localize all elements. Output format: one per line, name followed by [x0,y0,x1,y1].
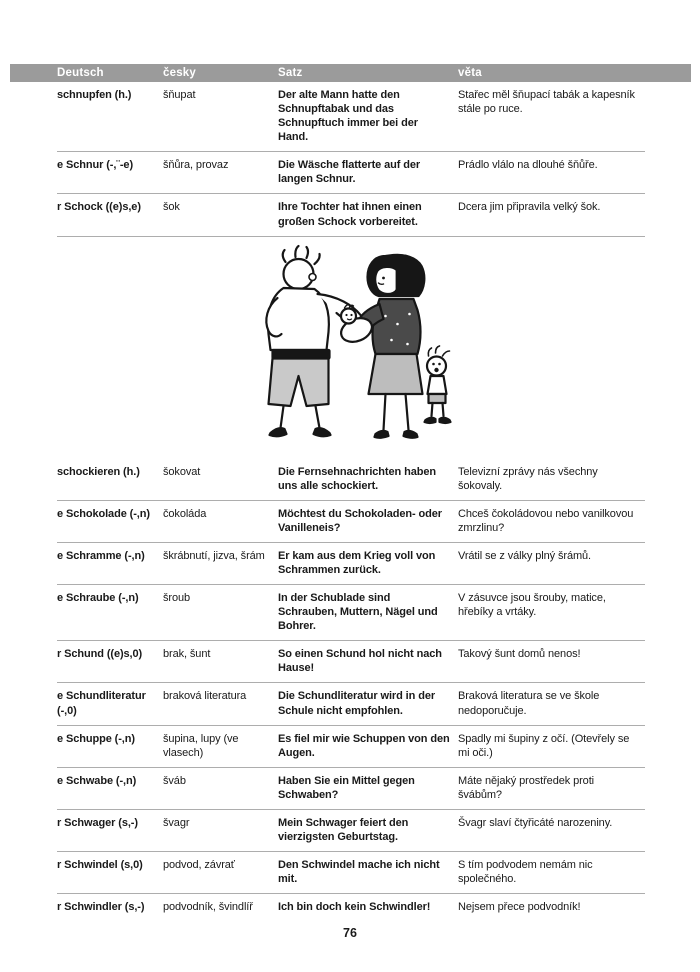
cell-satz: Den Schwindel mache ich nicht mit. [278,859,440,886]
cell-veta: Máte nějaký prostředek proti švábům? [458,774,594,801]
cell-satz: Die Fernsehnachrichten haben uns alle schockiert. [278,465,436,492]
table-row [57,852,645,894]
cell-satz: Die Schundliteratur wird in der Schule nicht empfohlen. [278,690,436,717]
cell-satz: Mein Schwager feiert den vierzigsten Geburtstag. [278,816,409,844]
illustration-shock-cartoon [0,237,700,459]
table-header-bar [10,64,691,82]
cell-cesky: šváb [163,774,186,787]
cell-cesky: švagr [163,816,190,829]
column-header-veta: věta [458,67,482,79]
cell-cesky: čokoláda [163,507,207,520]
table-row [57,683,645,725]
cell-satz: Die Wäsche flatterte auf der langen Schnur. [278,159,421,186]
cell-satz: Möchtest du Schokoladen- oder Vanilleneis? [278,507,442,534]
cell-satz: Ich bin doch kein Schwindler! [278,901,431,914]
cell-satz: In der Schublade sind Schrauben, Muttern, Nägel und Bohrer. [278,592,438,633]
cell-veta: Braková literatura se ve škole nedoporučuje. [458,690,600,717]
cell-cesky: brak, šunt [163,648,211,661]
cell-deutsch: r Schwager (s,-) [57,816,138,829]
cell-deutsch: r Schwindler (s,-) [57,901,145,914]
cell-deutsch: e Schuppe (-,n) [57,732,135,745]
cell-cesky: šupina, lupy (ve vlasech) [163,732,239,759]
cell-deutsch: r Schwindel (s,0) [57,859,143,872]
cell-satz: Haben Sie ein Mittel gegen Schwaben? [278,774,415,801]
cell-deutsch: e Schnur (-,¨-e) [57,159,134,172]
table-row [57,82,645,152]
cell-deutsch: schockieren (h.) [57,465,140,478]
cell-veta: Spadly mi šupiny z očí. (Otevřely se mi oči.) [458,732,630,759]
cell-veta: Stařec měl šňupací tabák a kapesník stále po ruce. [458,89,635,116]
cell-satz: Er kam aus dem Krieg voll von Schrammen zurück. [278,549,436,577]
cell-veta: Nejsem přece podvodník! [458,901,581,914]
cell-cesky: šokovat [163,465,201,478]
cell-deutsch: e Schwabe (-,n) [57,774,137,787]
table-row [57,501,645,543]
table-row [57,194,645,236]
table-row [57,459,645,501]
table-row [57,810,645,852]
cell-veta: Chceš čokoládovou nebo vanilkovou zmrzlinu? [458,507,634,534]
cell-satz: Es fiel mir wie Schuppen von den Augen. [278,732,450,759]
column-header-deutsch: Deutsch [57,67,104,79]
page-number: 76 [343,926,357,940]
cell-cesky: podvod, závrať [163,859,235,872]
table-row [57,768,645,810]
vocab-table-top [57,82,645,237]
cell-deutsch: r Schock ((e)s,e) [57,201,141,214]
cell-cesky: braková literatura [163,690,247,703]
cell-cesky: šok [163,201,180,214]
cell-cesky: škrábnutí, jizva, šrám [163,549,265,562]
cell-veta: Televizní zprávy nás všechny šokovaly. [458,465,598,492]
cell-veta: Švagr slaví čtyřicáté narozeniny. [458,816,613,829]
cell-deutsch: e Schramme (-,n) [57,549,145,562]
table-row [57,152,645,194]
table-row [57,543,645,585]
cell-veta: S tím podvodem nemám nic společného. [458,859,593,886]
cell-deutsch: e Schokolade (-,n) [57,507,150,520]
cell-satz: So einen Schund hol nicht nach Hause! [278,648,442,675]
table-row [57,894,645,921]
cell-veta: Takový šunt domů nenos! [458,648,581,661]
cell-deutsch: e Schundliteratur (-,0) [57,690,146,717]
cell-veta: Dcera jim připravila velký šok. [458,201,601,214]
cell-satz: Der alte Mann hatte den Schnupftabak und das Schnupftuch immer bei der Hand. [278,89,418,144]
column-header-satz: Satz [278,67,303,79]
table-row [57,641,645,683]
cell-veta: Prádlo vlálo na dlouhé šňůře. [458,159,598,172]
cell-deutsch: schnupfen (h.) [57,89,132,101]
cell-satz: Ihre Tochter hat ihnen einen großen Schock vorbereitet. [278,201,422,228]
vocab-table-bottom [57,459,645,922]
cell-cesky: podvodník, švindlíř [163,901,253,914]
cell-cesky: šroub [163,592,191,605]
column-header-cesky: česky [163,67,196,79]
cell-cesky: šňupat [163,89,196,101]
shock-cartoon-drawing [223,244,478,454]
table-row [57,585,645,641]
cell-deutsch: e Schraube (-,n) [57,592,139,605]
cell-cesky: šňůra, provaz [163,159,229,172]
cell-veta: V zásuvce jsou šrouby, matice, hřebíky a vrtáky. [458,592,606,619]
cell-deutsch: r Schund ((e)s,0) [57,648,143,661]
cell-veta: Vrátil se z války plný šrámů. [458,549,592,562]
table-row [57,726,645,768]
